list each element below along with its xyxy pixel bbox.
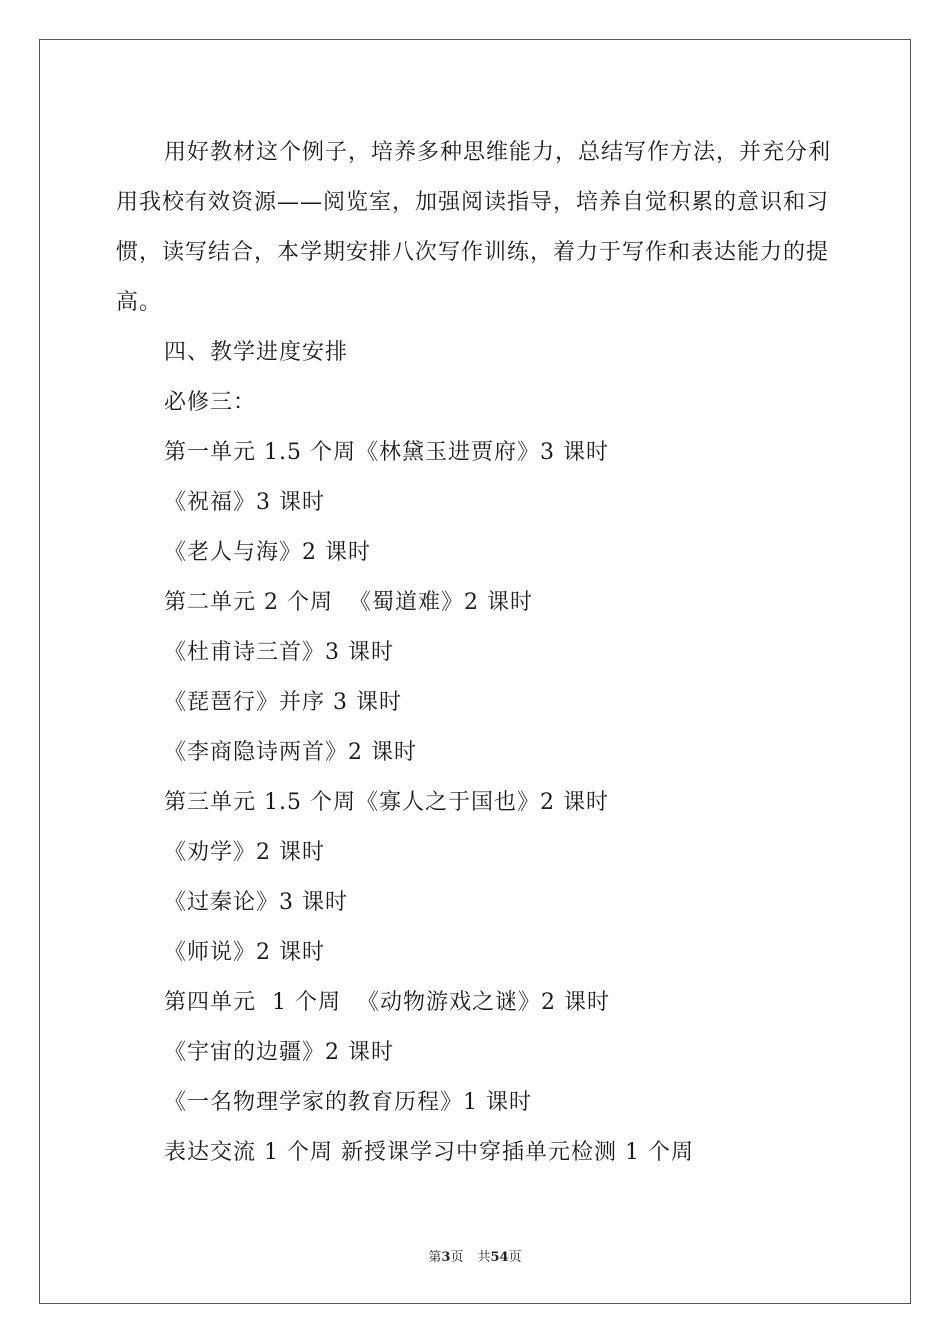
schedule-line: 《琵琶行》并序 3 课时 xyxy=(164,690,402,715)
schedule-line: 《老人与海》2 课时 xyxy=(164,540,371,565)
page-number: 3 xyxy=(441,1250,451,1265)
page-footer xyxy=(0,1246,950,1265)
intro-paragraph: 用好教材这个例子，培养多种思维能力，总结写作方法，并充分利用我校有效资源——阅览室，加强阅读指导，培养自觉积累的意识和习惯，读写结合，本学期安排八次写作训练，着力于写作和表达能力的提高。 xyxy=(116,140,832,315)
section-heading: 四、教学进度安排 xyxy=(164,340,349,365)
schedule-line: 《宇宙的边疆》2 课时 xyxy=(164,1040,394,1065)
schedule-line: 第三单元 1.5 个周《寡人之于国也》2 课时 xyxy=(164,790,609,815)
schedule-line: 表达交流 1 个周 新授课学习中穿插单元检测 1 个周 xyxy=(164,1140,694,1165)
schedule-line: 《祝福》3 课时 xyxy=(164,490,325,515)
course-label: 必修三： xyxy=(164,390,257,415)
schedule-line: 《师说》2 课时 xyxy=(164,940,325,965)
total-prefix: 共 xyxy=(477,1250,491,1265)
document-body xyxy=(116,128,836,1178)
schedule-line: 《一名物理学家的教育历程》1 课时 xyxy=(164,1090,532,1115)
schedule-line: 第二单元 2 个周 《蜀道难》2 课时 xyxy=(164,590,533,615)
schedule-line: 《劝学》2 课时 xyxy=(164,840,325,865)
schedule-line: 《过秦论》3 课时 xyxy=(164,890,348,915)
total-suffix: 页 xyxy=(508,1250,522,1265)
total-pages: 54 xyxy=(490,1250,509,1265)
schedule-line: 《李商隐诗两首》2 课时 xyxy=(164,740,417,765)
schedule-line: 《杜甫诗三首》3 课时 xyxy=(164,640,394,665)
page-prefix: 第 xyxy=(428,1250,442,1265)
schedule-line: 第四单元 1 个周 《动物游戏之谜》2 课时 xyxy=(164,990,610,1015)
schedule-line: 第一单元 1.5 个周《林黛玉进贾府》3 课时 xyxy=(164,440,609,465)
page-suffix: 页 xyxy=(450,1250,464,1265)
